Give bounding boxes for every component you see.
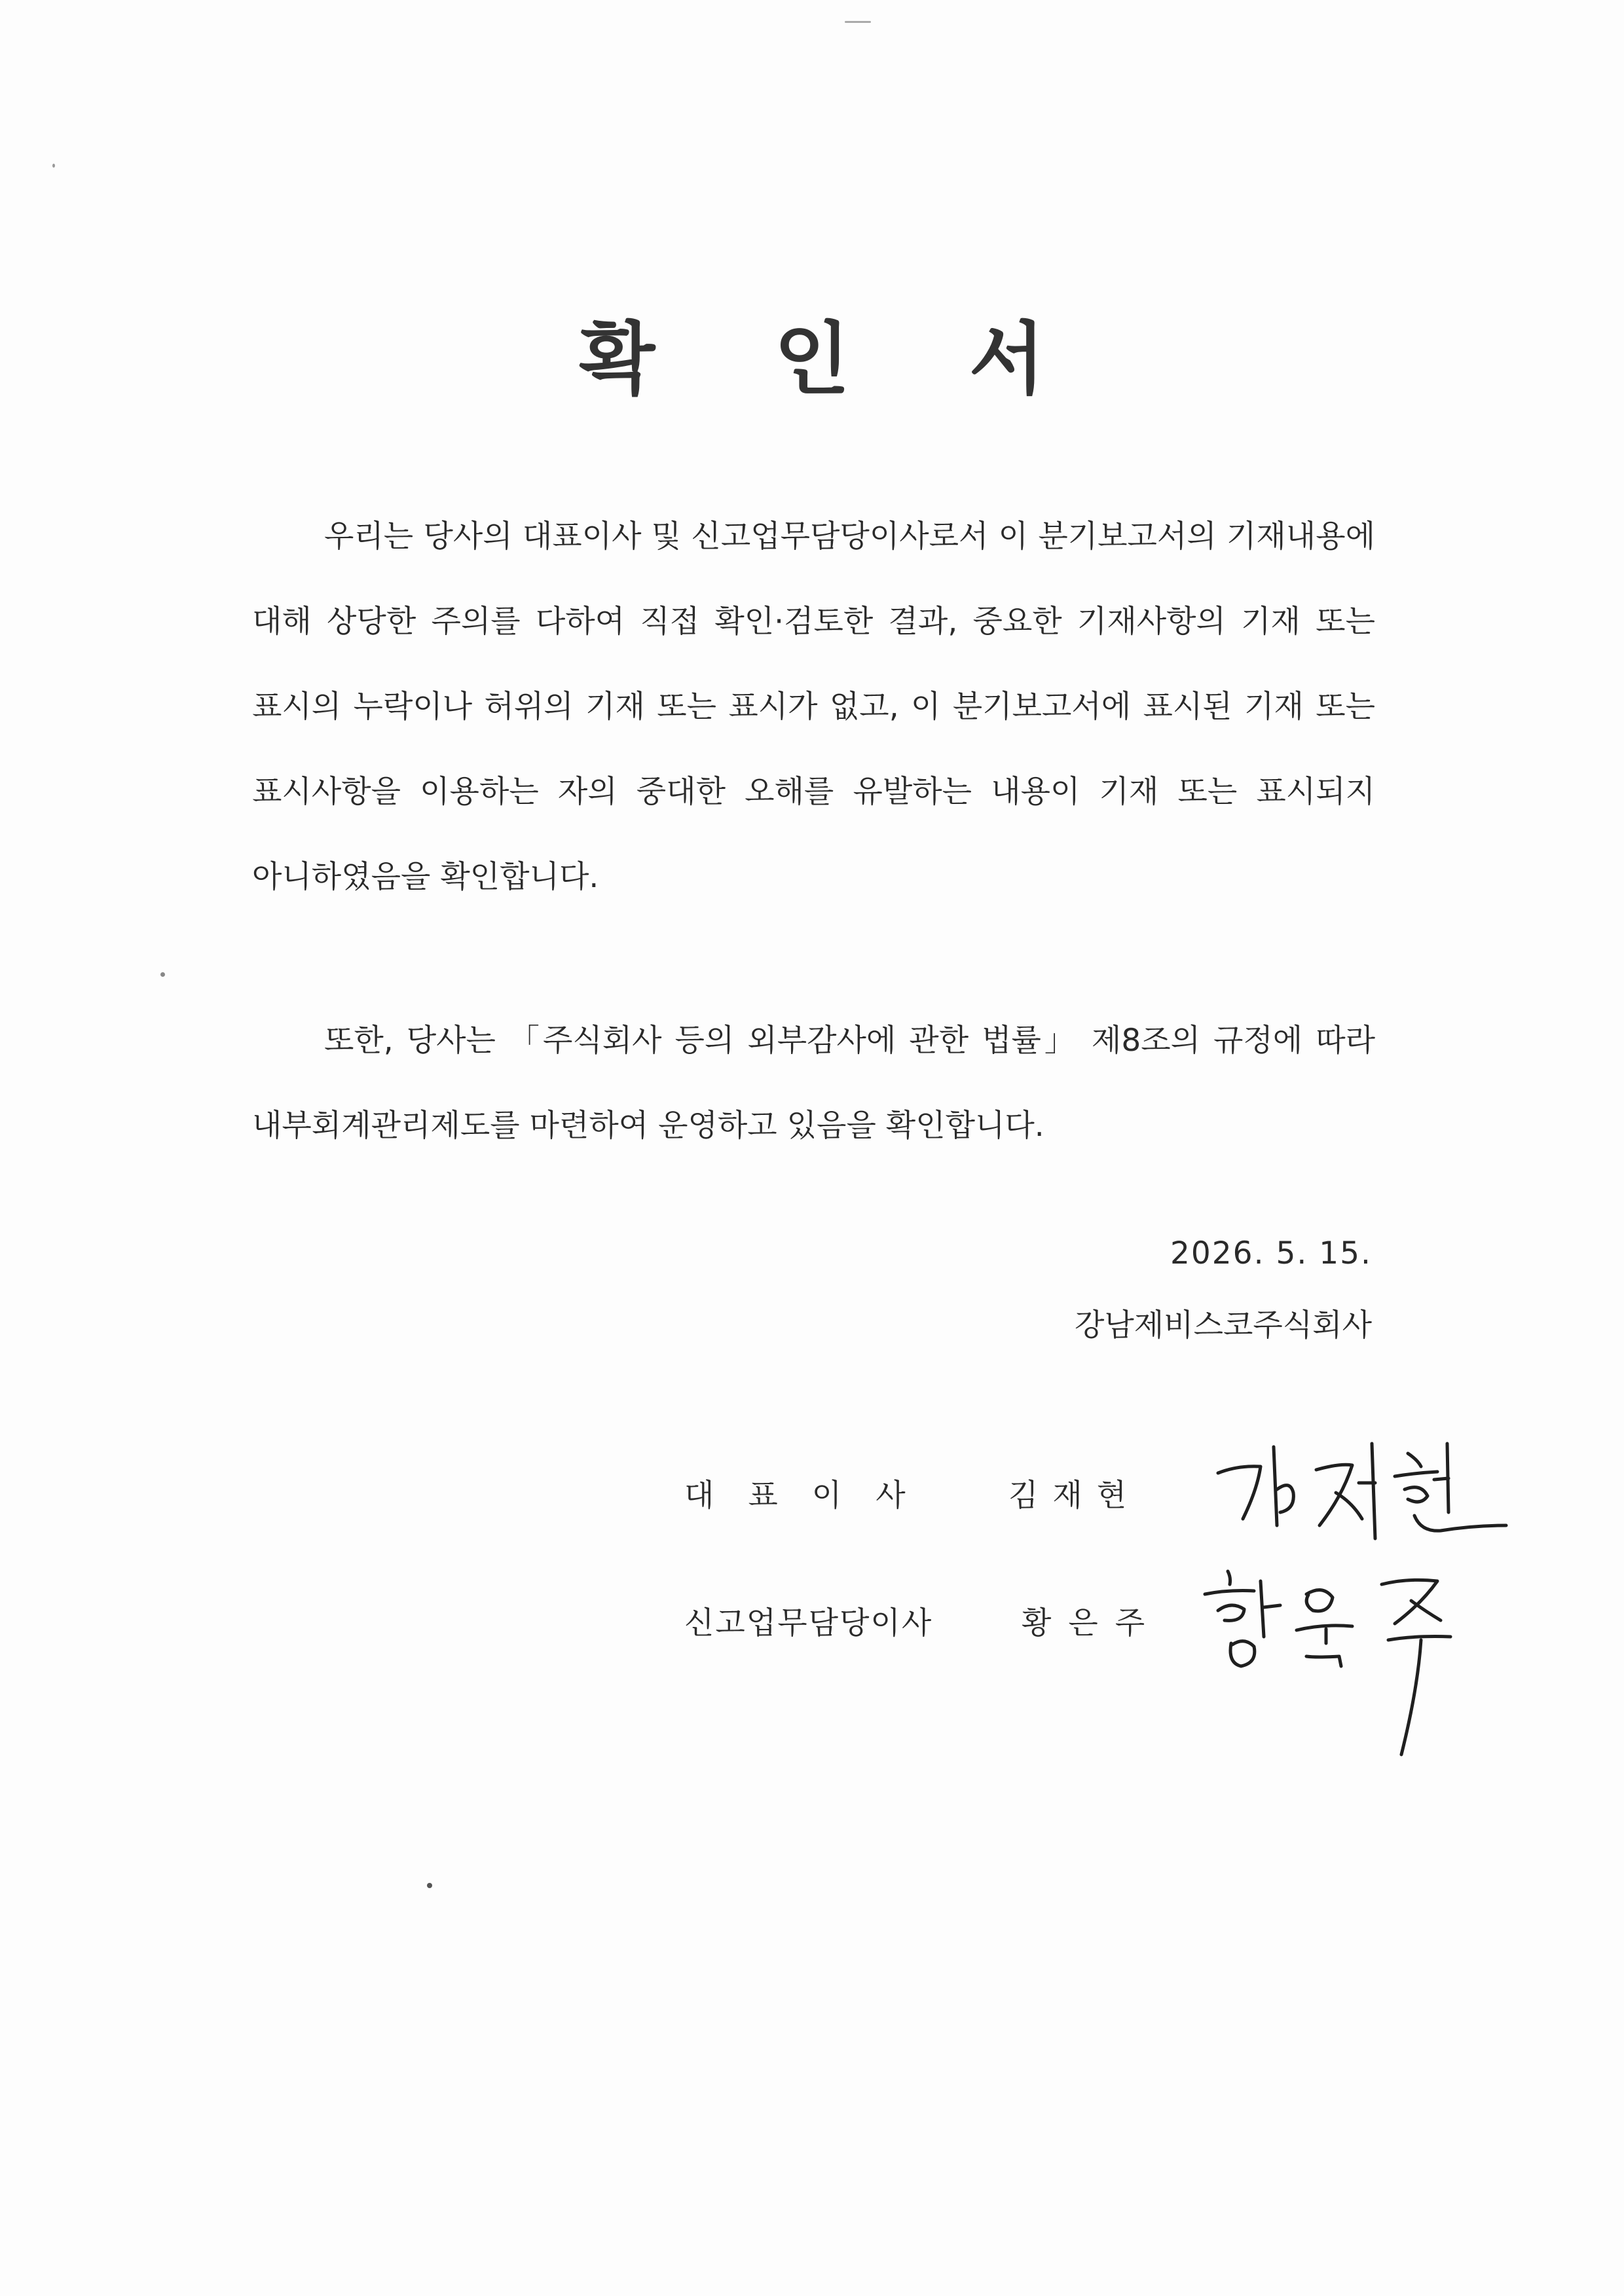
handwritten-signature-ceo	[1211, 1427, 1513, 1552]
internal-control-paragraph-text: 또한, 당사는 「주식회사 등의 외부감사에 관한 법률」 제8조의 규정에 따라 내부회계관리제도를 마련하여 운영하고 있음을 확인합니다.	[252, 1023, 1375, 1144]
scan-speck	[427, 1883, 432, 1888]
signatory-title-reporting-director: 신고업무담당이사	[684, 1605, 933, 1641]
scan-speck	[845, 21, 871, 23]
document-date: 2026. 5. 15.	[1170, 1235, 1372, 1271]
signatory-name-ceo: 김재현	[1008, 1478, 1141, 1514]
internal-control-paragraph	[252, 998, 1375, 1169]
confirmation-paragraph-text: 우리는 당사의 대표이사 및 신고업무담당이사로서 이 분기보고서의 기재내용에 대해 상당한 주의를 다하여 직접 확인·검토한 결과, 중요한 기재사항의 기재 또는 표시의 누락이나 허위의 기재 또는 표시가 없고, 이 분기보고서에 표시된 기재 또는 표시사항을 이용하는 자의 중대한 오해를 유발하는 내용이 기재 또는 표시되지 아니하였음을 확인합니다.	[252, 519, 1375, 895]
handwritten-signature-reporting-director	[1192, 1558, 1467, 1768]
signatory-title-ceo: 대표이사	[684, 1478, 940, 1514]
confirmation-paragraph	[252, 494, 1375, 920]
signatory-name-reporting-director: 황은주	[1022, 1605, 1162, 1641]
scan-speck	[52, 164, 55, 168]
document-title: 확 인 서	[579, 314, 1091, 405]
scan-speck	[160, 972, 165, 977]
company-name: 강남제비스코주식회사	[1074, 1307, 1372, 1343]
